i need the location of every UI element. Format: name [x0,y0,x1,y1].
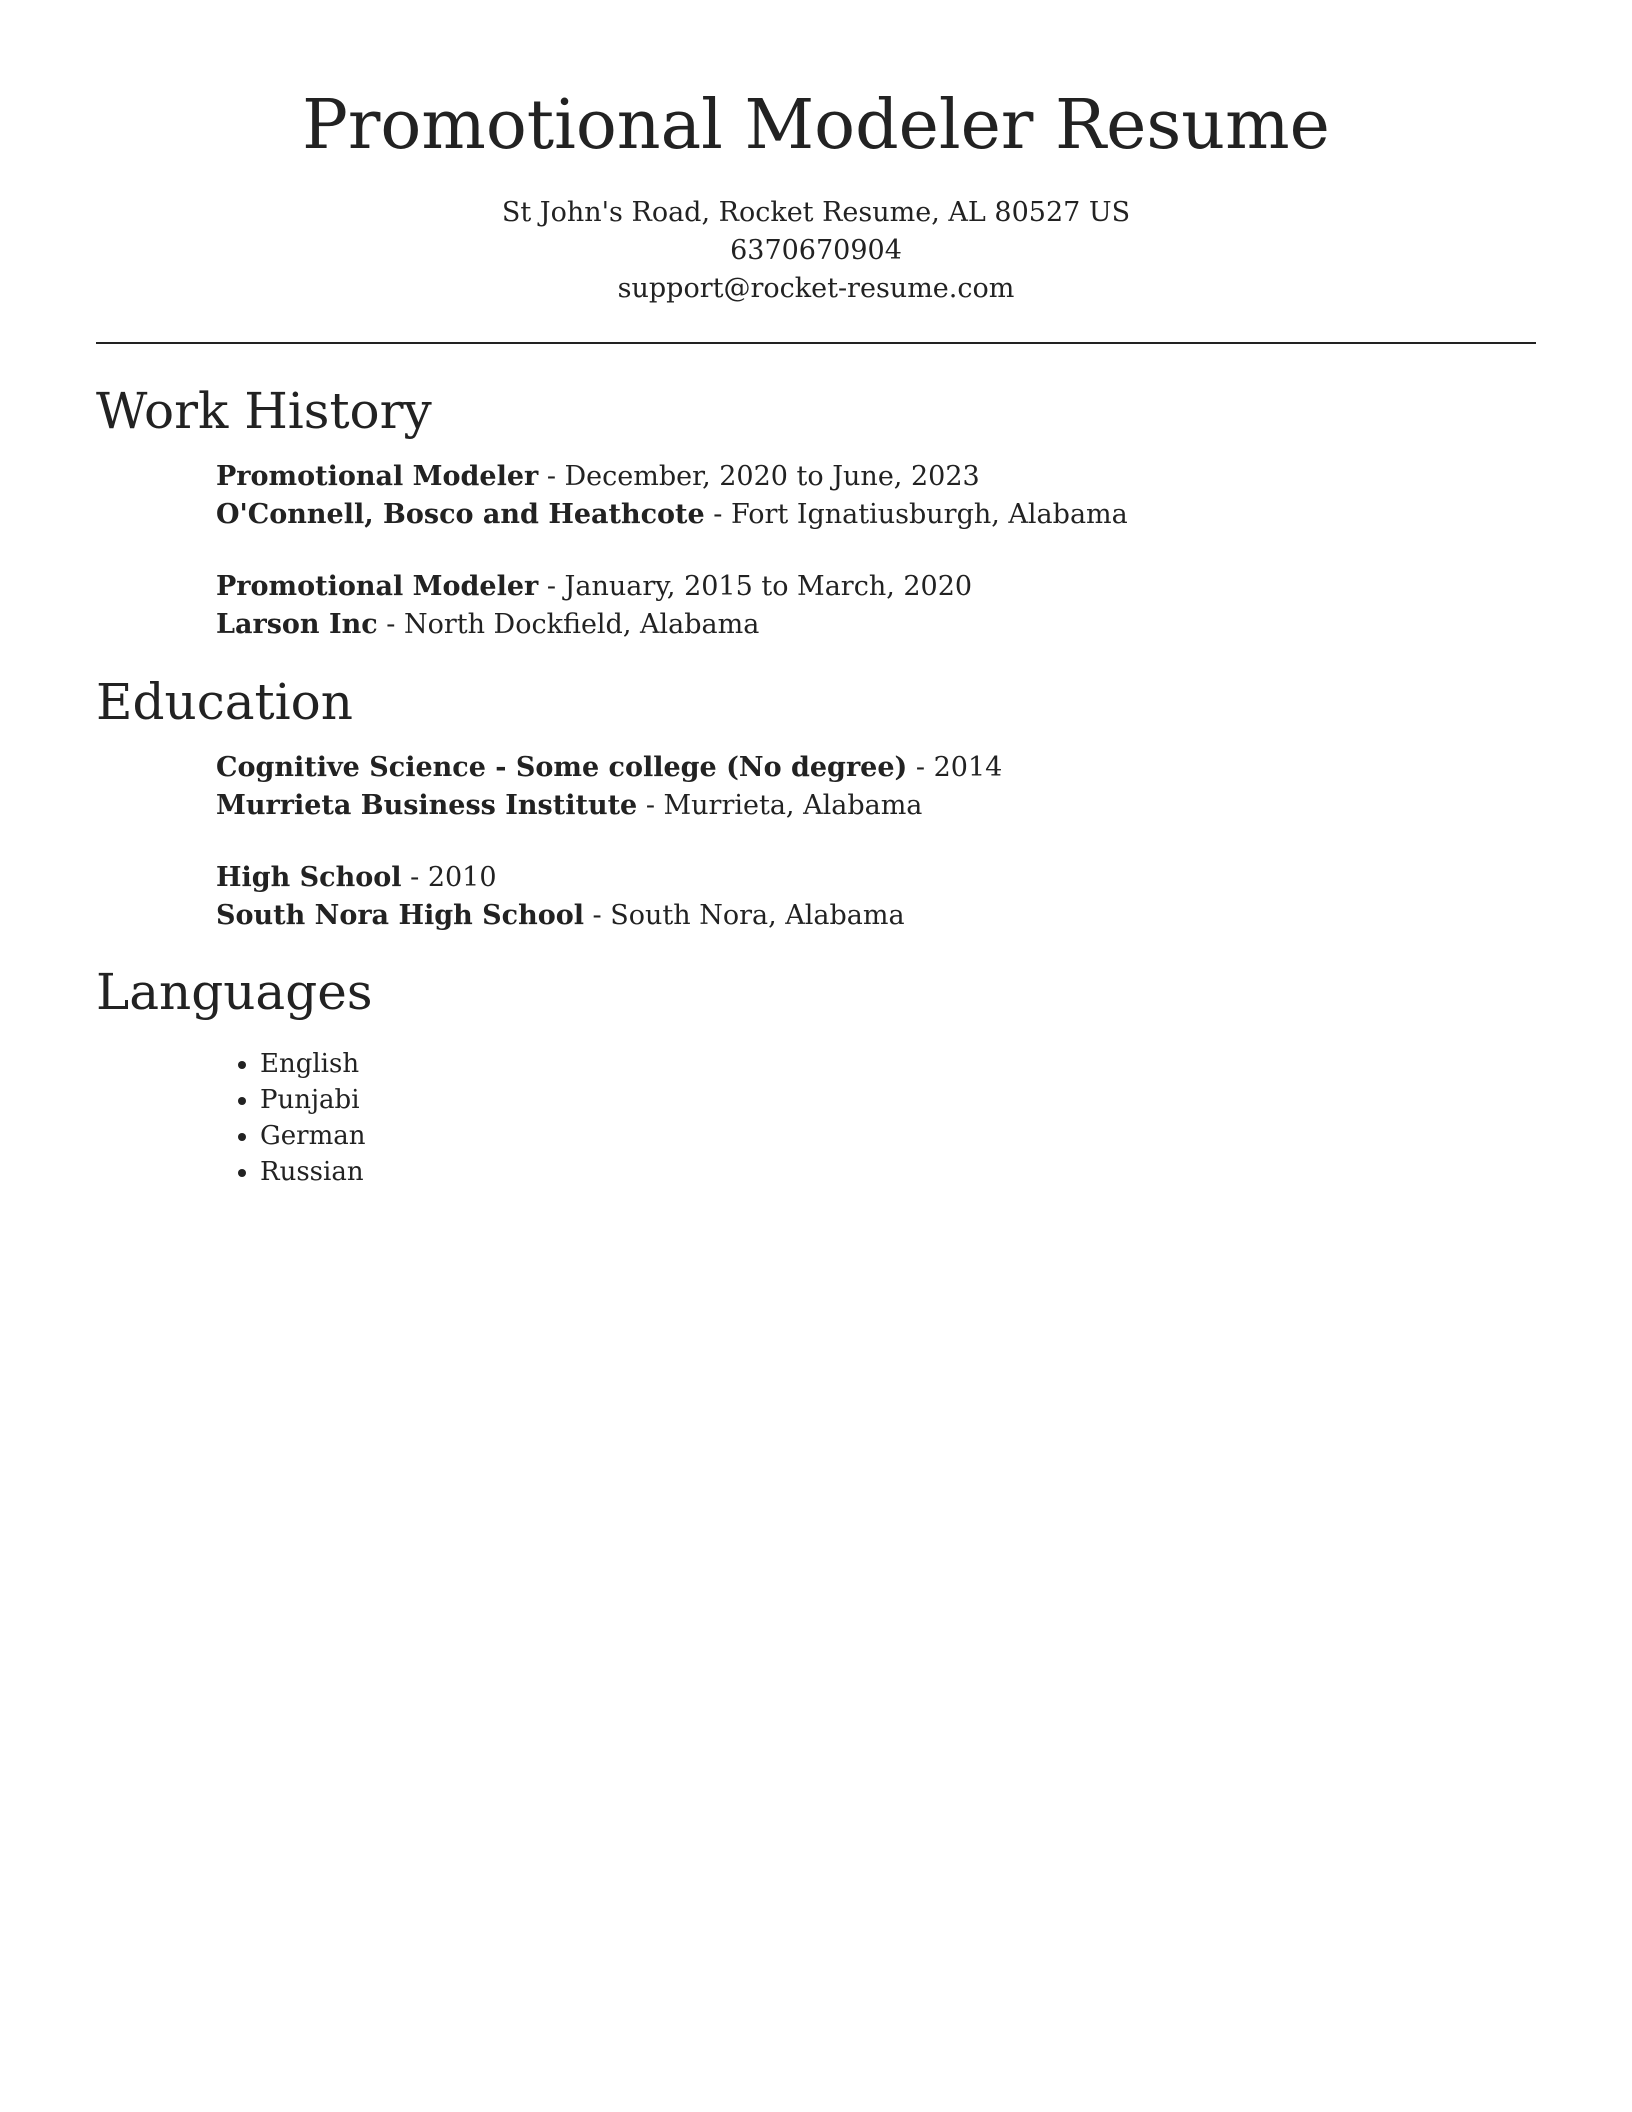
list-item: • German [260,1118,366,1154]
education-year: - 2014 [907,752,1003,783]
work-entry-company-line [216,606,972,644]
work-role: Promotional Modeler [216,571,539,602]
education-entry-title-line [216,859,905,897]
education-program: Cognitive Science - Some college (No degree) [216,752,908,783]
education-school: Murrieta Business Institute [216,790,638,821]
list-item: • Russian [260,1154,366,1190]
contact-address: St John's Road, Rocket Resume, AL 80527 US [501,197,1131,228]
education-location: - Murrieta, Alabama [637,790,923,821]
contact-email: support@rocket-resume.com [617,273,1015,304]
education-entry-title-line [216,749,1002,787]
contact-phone: 6370670904 [730,235,902,266]
list-item: • English [260,1046,366,1082]
education-entry [216,749,1002,825]
education-location: - South Nora, Alabama [583,900,905,931]
work-location: - Fort Ignatiusburgh, Alabama [704,499,1128,530]
work-dates: - December, 2020 to June, 2023 [538,461,980,492]
work-company: Larson Inc [216,609,378,640]
work-role: Promotional Modeler [216,461,539,492]
education-school: South Nora High School [216,900,584,931]
work-dates: - January, 2015 to March, 2020 [538,571,973,602]
list-item: • Punjabi [260,1082,366,1118]
work-entry-title-line [216,568,972,606]
work-history-heading: Work History [96,382,432,440]
work-location: - North Dockfield, Alabama [377,609,760,640]
languages-list [216,1046,366,1190]
education-year: - 2010 [401,862,497,893]
work-entry [216,458,1128,534]
languages-heading: Languages [96,963,373,1021]
work-entry-company-line [216,496,1128,534]
contact-info [0,194,1632,308]
resume-header [0,0,1632,308]
education-entry-school-line [216,897,905,935]
header-divider [96,342,1536,344]
work-company: O'Connell, Bosco and Heathcote [216,499,705,530]
education-entry [216,859,905,935]
education-program: High School [216,862,402,893]
education-entry-school-line [216,787,1002,825]
page-title: Promotional Modeler Resume [302,86,1330,165]
education-heading: Education [96,673,353,731]
work-entry-title-line [216,458,1128,496]
work-entry [216,568,972,644]
